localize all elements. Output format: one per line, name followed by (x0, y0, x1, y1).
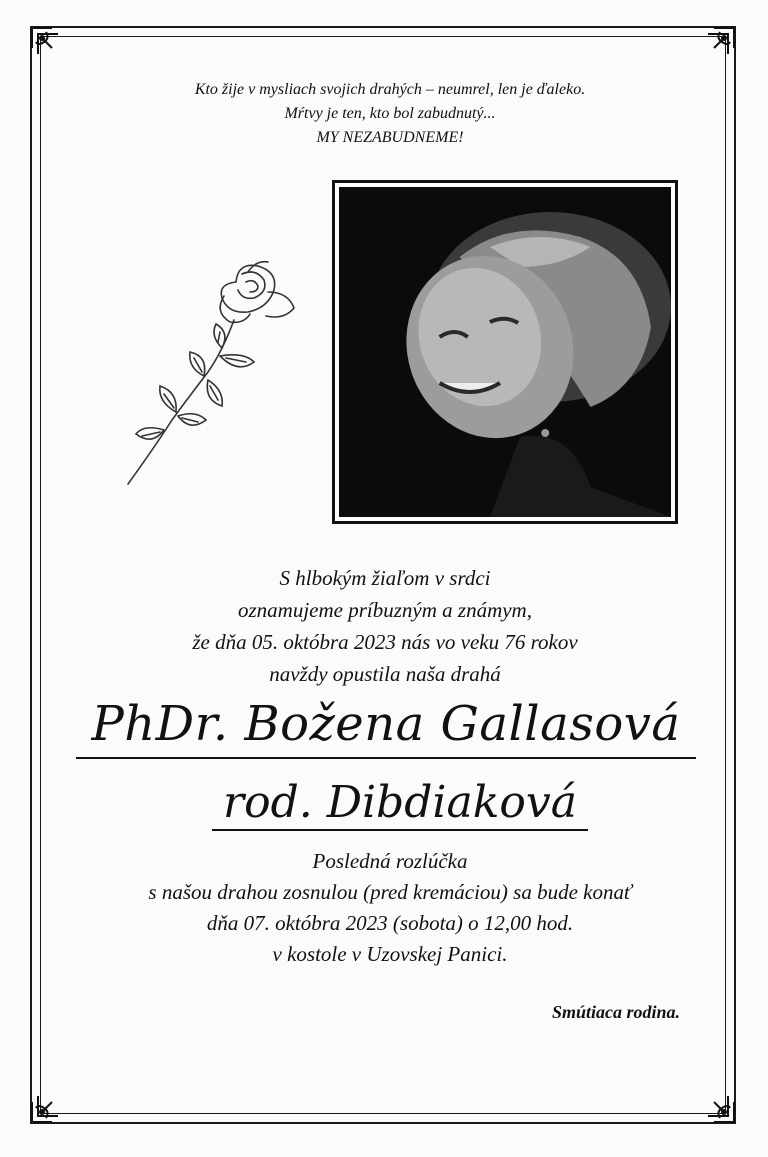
farewell-line: v kostole v Uzovskej Panici. (272, 942, 508, 966)
deceased-name: PhDr. Božena Gallasová (91, 696, 681, 752)
announcement-line: oznamujeme príbuzným a známym, (238, 598, 532, 622)
motto-line: Kto žije v mysliach svojich drahých – neumrel, len je ďaleko. (194, 81, 586, 98)
announcement-line: že dňa 05. októbra 2023 nás vo veku 76 rokov (192, 630, 578, 654)
motto-line: Mŕtvy je ten, kto bol zabudnutý... (284, 105, 496, 122)
ornament-corner-icon (28, 24, 74, 70)
announcement-line: navždy opustila naša drahá (269, 662, 501, 686)
portrait-image (339, 187, 671, 517)
farewell-line: s našou drahou zosnulou (pred kremáciou) sa bude konať (148, 880, 632, 904)
maiden-name-underline (212, 829, 588, 831)
announcement-text (100, 562, 670, 690)
rose-icon (118, 252, 308, 492)
motto-verse (100, 78, 680, 150)
ornament-corner-icon (692, 1080, 738, 1126)
ornament-corner-icon (28, 1080, 74, 1126)
maiden-name: rod. Dibdiaková (223, 777, 577, 828)
farewell-line: dňa 07. októbra 2023 (sobota) o 12,00 hod. (206, 911, 574, 935)
portrait-photo (332, 180, 678, 524)
motto-line: MY NEZABUDNEME! (316, 129, 464, 146)
announcement-line: S hlbokým žiaľom v srdci (279, 566, 491, 590)
farewell-line: Posledná rozlúčka (312, 849, 468, 873)
farewell-text (80, 846, 700, 970)
signature: Smútiaca rodina. (551, 1002, 680, 1022)
ornament-corner-icon (692, 24, 738, 70)
name-underline (76, 757, 696, 759)
